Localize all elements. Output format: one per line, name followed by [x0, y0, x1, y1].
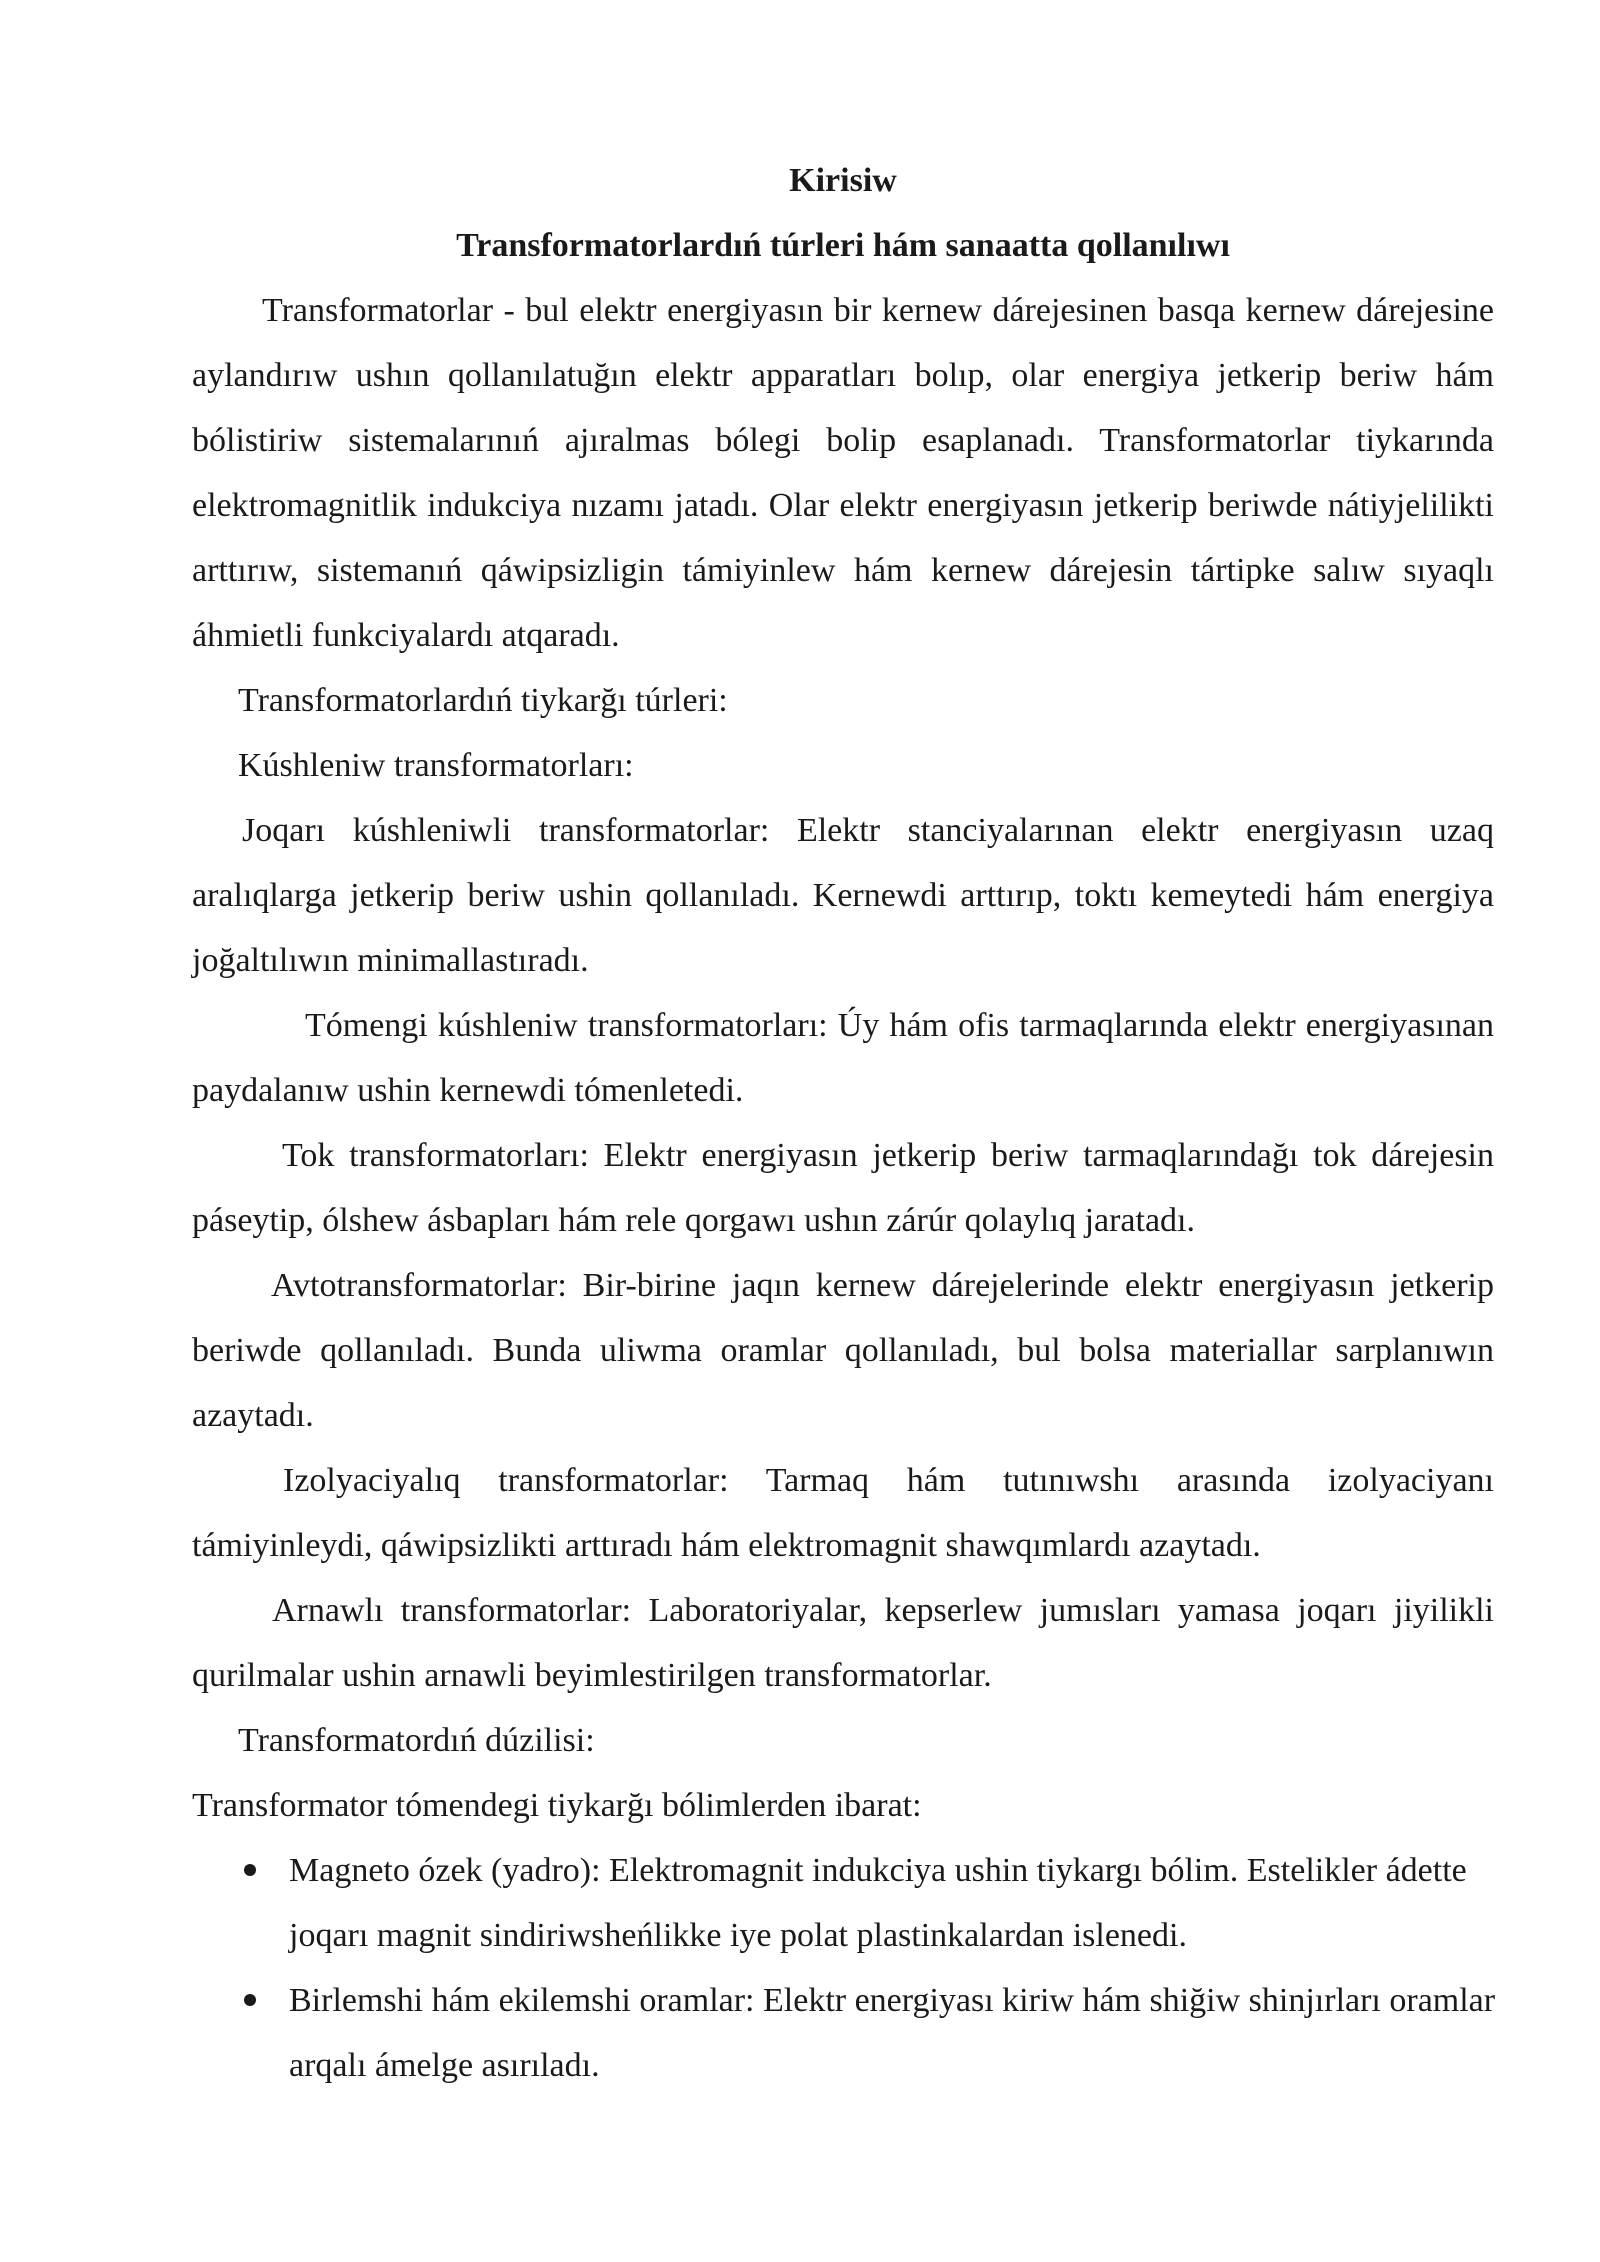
- paragraph-autotransformer: Avtotransformatorlar: Bir-birine jaqın kernew dárejelerinde elektr energiyasın jetkerip beriwde qollanıladı. Bunda uliwma oramlar qollanıladı, bul bolsa materiallar sarplanıwın azaytadı.: [192, 1267, 1494, 1434]
- list-item-text: Birlemshi hám ekilemshi oramlar: Elektr energiyası kiriw hám shiğiw shinjırları oramlar arqalı ámelge asırıladı.: [289, 1982, 1496, 2084]
- paragraph-power-heading: Kúshleniw transformatorları:: [238, 747, 634, 784]
- list-item-text: Magneto ózek (yadro): Elektromagnit indukciya ushin tiykargı bólim. Estelikler ádette joqarı magnit sindiriwsheńlikke iye polat plastinkalardan islenedi.: [289, 1852, 1467, 1954]
- document-title: Kirisiw: [789, 162, 897, 199]
- paragraph-types-heading: Transformatorlardıń tiykarğı túrleri:: [238, 682, 728, 719]
- paragraph-intro: Transformatorlar - bul elektr energiyasın bir kernew dárejesinen basqa kernew dárejesine aylandırıw ushın qollanılatuğın elektr apparatları bolıp, olar energiya jetkerip beriw hám bólistiriw sistemalarınıń ajıralmas bólegi bolip esaplanadı. Transformatorlar tiykarında elektromagnitlik indukciya nızamı jatadı. Olar elektr energiyasın jetkerip beriwde nátiyjelilikti arttırıw, sistemanıń qáwipsizligin támiyinlew hám kernew dárejesin tártipke salıw sıyaqlı áhmietli funkciyalardı atqaradı.: [192, 292, 1494, 654]
- document-subtitle: Transformatorlardıń túrleri hám sanaatta qollanılıwı: [456, 227, 1230, 264]
- paragraph-current: Tok transformatorları: Elektr energiyasın jetkerip beriw tarmaqlarındağı tok dárejesin páseytip, ólshew ásbapları hám rele qorgawı ushın zárúr qolaylıq jaratadı.: [192, 1137, 1494, 1239]
- paragraph-special: Arnawlı transformatorlar: Laboratoriyalar, kepserlew jumısları yamasa joqarı jiyilikli qurilmalar ushin arnawli beyimlestirilgen transformatorlar.: [192, 1592, 1494, 1694]
- bullet-icon: [244, 1994, 256, 2006]
- list-item: [192, 1968, 1529, 2098]
- document-page: [192, 148, 1494, 2098]
- paragraph-structure-heading: Transformatordıń dúzilisi:: [238, 1722, 595, 1759]
- paragraph-high-voltage: Joqarı kúshleniwli transformatorlar: Elektr stanciyalarınan elektr energiyasın uzaq aralıqlarga jetkerip beriw ushin qollanıladı. Kernewdi arttırıp, toktı kemeytedi hám energiya joğaltılıwın minimallastıradı.: [192, 812, 1494, 979]
- structure-list: [192, 1838, 1494, 2098]
- paragraph-isolation: Izolyaciyalıq transformatorlar: Tarmaq hám tutınıwshı arasında izolyaciyanı támiyinleydi, qáwipsizlikti arttıradı hám elektromagnit shawqımlardı azaytadı.: [192, 1462, 1494, 1564]
- list-item: [192, 1838, 1529, 1968]
- paragraph-low-voltage: Tómengi kúshleniw transformatorları: Úy hám ofis tarmaqlarında elektr energiyasınan paydalanıw ushin kernewdi tómenletedi.: [192, 1007, 1494, 1109]
- bullet-icon: [244, 1864, 256, 1876]
- paragraph-structure-intro: Transformator tómendegi tiykarğı bólimlerden ibarat:: [192, 1787, 922, 1824]
